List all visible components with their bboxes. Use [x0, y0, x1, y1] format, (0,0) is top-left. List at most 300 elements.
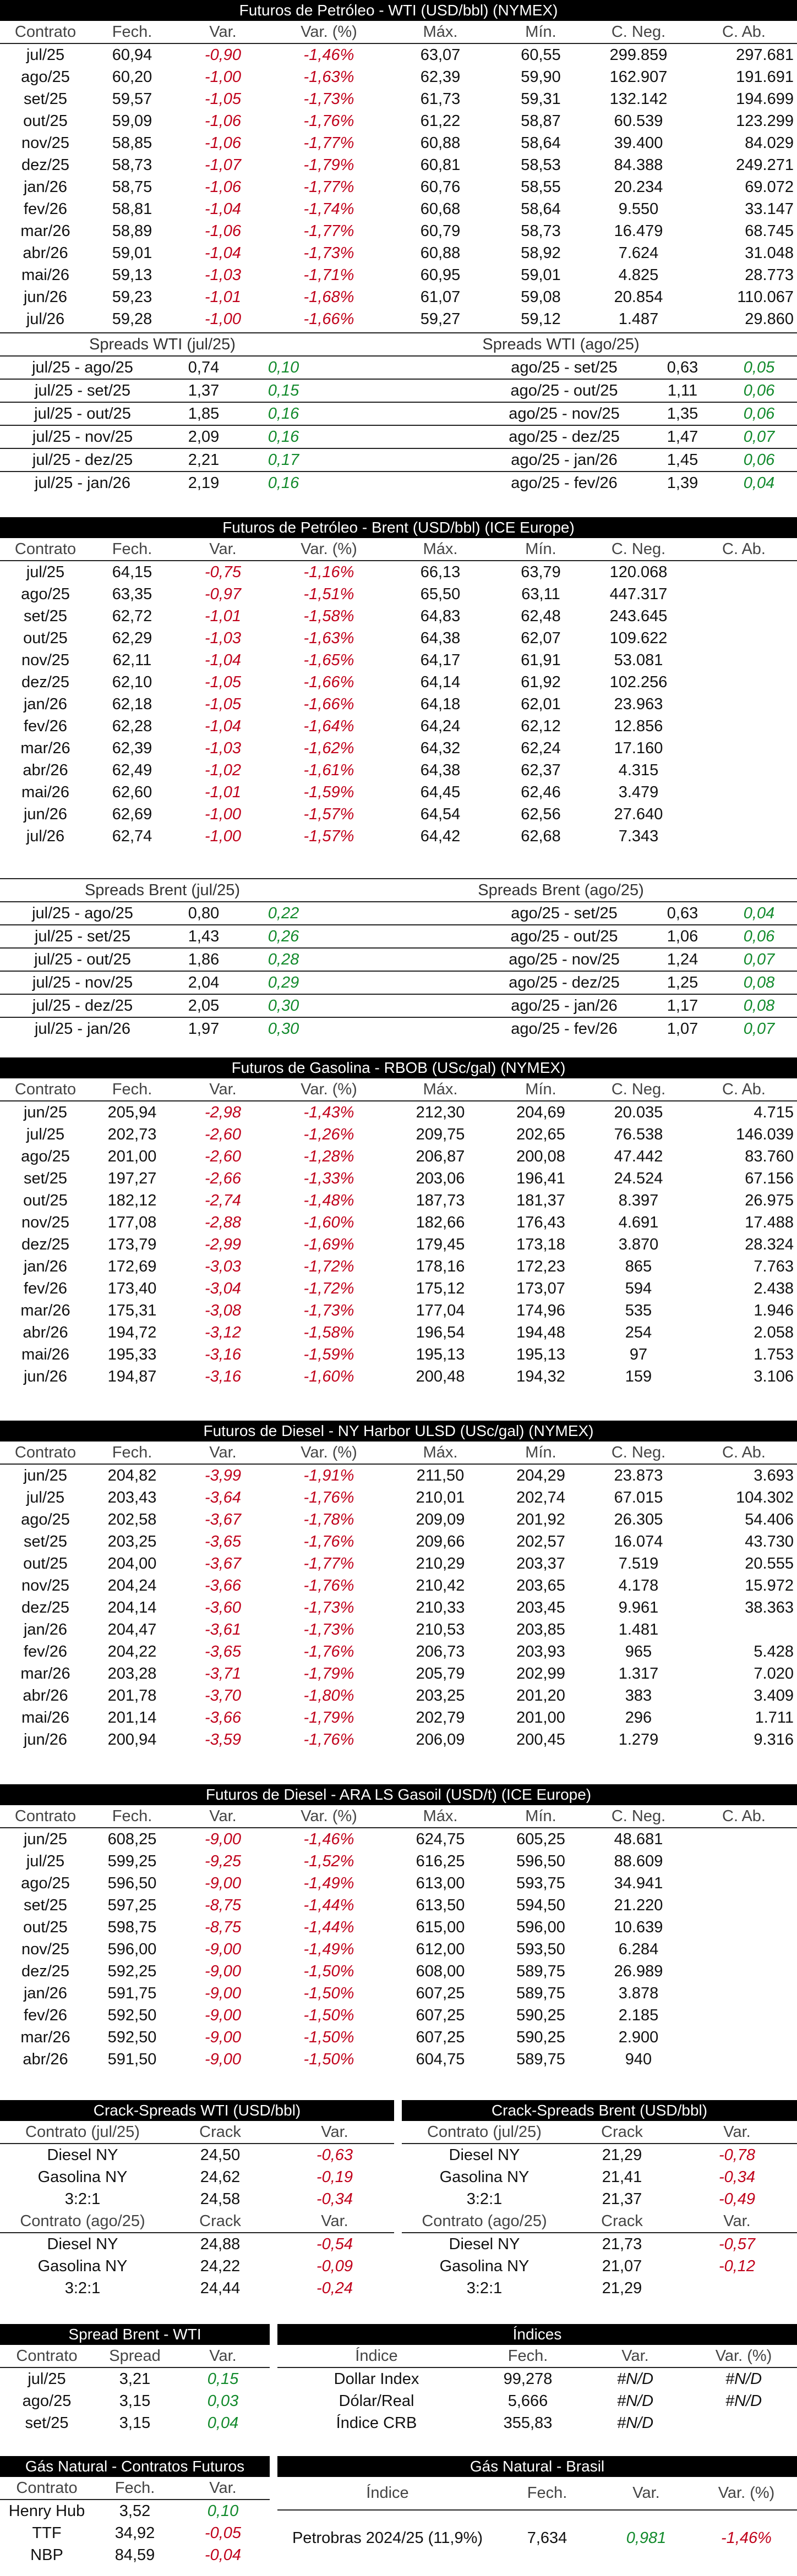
- cell-fech: 598,75: [107, 1918, 157, 1936]
- cell-var: -1,00: [204, 310, 242, 328]
- cell-fech: 175,31: [107, 1301, 157, 1319]
- cell-cab: 3.409: [754, 1686, 794, 1704]
- cell-max: 210,53: [416, 1620, 465, 1638]
- cell-min: 596,00: [516, 1918, 565, 1936]
- crack-value: 21,29: [602, 2146, 642, 2164]
- change: -0,04: [204, 2546, 242, 2564]
- crack-product: Diesel NY: [47, 2235, 118, 2253]
- spread-left-title: Spreads WTI (jul/25): [0, 333, 325, 356]
- cell-cneg: 1.279: [618, 1730, 659, 1749]
- cell-cneg: 132.142: [609, 90, 668, 108]
- cell-varp: -1,57%: [303, 827, 354, 845]
- cell-min: 203,45: [516, 1598, 565, 1616]
- cell-min: 58,92: [521, 244, 561, 262]
- cell-cneg: 3.479: [618, 783, 659, 801]
- spread-bw-title: Spread Brent - WTI: [0, 2324, 270, 2345]
- cell-varp: -1,72%: [303, 1257, 354, 1275]
- cell-min: 61,91: [521, 651, 561, 669]
- table-row: [0, 1212, 797, 1234]
- gas-brasil-row: [277, 2510, 797, 2566]
- cell-min: 590,25: [516, 2006, 565, 2024]
- cell-contrato: mar/26: [20, 2028, 70, 2046]
- column-header-cneg: C. Neg.: [586, 1805, 691, 1828]
- cell-max: 206,09: [416, 1730, 465, 1749]
- cell-contrato: out/25: [23, 112, 68, 130]
- cell-cab: 20.555: [745, 1554, 794, 1572]
- column-header-fech: Fech.: [91, 538, 173, 561]
- cell-cneg: 20.035: [614, 1103, 663, 1121]
- ulsd-section: [0, 1421, 797, 1751]
- crack-head: Crack: [567, 2121, 677, 2144]
- table-row: [0, 1256, 797, 1278]
- cell-min: 203,93: [516, 1642, 565, 1660]
- cell-min: 589,75: [516, 1962, 565, 1980]
- cell-var: -9,00: [204, 2050, 242, 2068]
- cell-cneg: 4.825: [618, 266, 659, 284]
- cell-min: 62,12: [521, 717, 561, 735]
- table-row: [0, 1685, 797, 1707]
- column-header-var: Var.: [580, 2345, 690, 2367]
- cell-cab: [691, 1916, 797, 1938]
- gas-futures-table: [0, 2477, 270, 2566]
- column-header-row: [0, 1805, 797, 1828]
- cell-contrato: dez/25: [21, 1962, 70, 1980]
- price: 84,59: [114, 2546, 155, 2564]
- cell-cab: [691, 1982, 797, 2004]
- cell-cneg: 21.220: [614, 1896, 663, 1914]
- cell-cab: [691, 759, 797, 781]
- spread-change: 0,05: [721, 356, 797, 379]
- cell-max: 608,00: [416, 1962, 465, 1980]
- column-header-var: Var.: [173, 1078, 272, 1101]
- cell-contrato: dez/25: [21, 1598, 70, 1616]
- contract: Petrobras 2024/25 (11,9%): [292, 2529, 483, 2547]
- column-header-row: [0, 1442, 797, 1464]
- spread-change: 0,06: [721, 925, 797, 948]
- gas-brasil-title: Gás Natural - Brasil: [277, 2456, 797, 2477]
- crack-value: 24,50: [200, 2146, 241, 2164]
- cell-min: 194,48: [516, 1323, 565, 1341]
- crack-rows: [0, 2121, 797, 2299]
- price: 34,92: [114, 2524, 155, 2542]
- cell-fech: 592,50: [107, 2028, 157, 2046]
- cell-varp: -1,46%: [303, 1830, 354, 1848]
- spread-value: 0,74: [165, 356, 242, 379]
- cell-varp: -1,79%: [303, 1664, 354, 1682]
- crack-change: [677, 2277, 797, 2299]
- cell-cneg: 447.317: [609, 585, 668, 603]
- brent-rows: [0, 561, 797, 847]
- spacer: [325, 1017, 484, 1040]
- cell-cneg: 299.859: [609, 46, 668, 64]
- column-header-varp: Var. (%): [696, 2477, 797, 2510]
- spread-value: 1,43: [165, 925, 242, 948]
- cell-max: 60,79: [420, 222, 461, 240]
- cell-cab: [691, 2048, 797, 2070]
- spread-pair: ago/25 - dez/25: [484, 971, 644, 994]
- cell-max: 205,79: [416, 1664, 465, 1682]
- column-header-cneg: C. Neg.: [586, 538, 691, 561]
- cell-cneg: 24.524: [614, 1169, 663, 1187]
- spread-change: 0,16: [242, 402, 325, 425]
- cell-cneg: 8.397: [618, 1191, 659, 1209]
- cell-min: 176,43: [516, 1213, 565, 1231]
- table-row: [0, 825, 797, 847]
- cell-var: -3,61: [204, 1620, 242, 1638]
- cell-min: 58,53: [521, 156, 561, 174]
- cell-min: 173,18: [516, 1235, 565, 1253]
- rbob-table: [0, 1078, 797, 1388]
- spread-pair: ago/25 - fev/26: [484, 1017, 644, 1040]
- cell-fech: 201,14: [107, 1708, 157, 1727]
- cell-contrato: out/25: [23, 1191, 68, 1209]
- crack-brent-title: Crack-Spreads Brent (USD/bbl): [402, 2100, 797, 2121]
- gas-brasil-table: [277, 2477, 797, 2566]
- cell-max: 179,45: [416, 1235, 465, 1253]
- cell-var: -9,25: [204, 1852, 242, 1870]
- table-row: [0, 1828, 797, 1850]
- spread-value: 3,15: [119, 2414, 151, 2432]
- cell-contrato: abr/26: [23, 1323, 68, 1341]
- spread-pair: ago/25 - set/25: [484, 356, 644, 379]
- column-header-cab: C. Ab.: [691, 1805, 797, 1828]
- cell-max: 64,38: [420, 761, 461, 779]
- cell-max: 65,50: [420, 585, 461, 603]
- cell-var: -3,65: [204, 1532, 242, 1550]
- spacer: [325, 994, 484, 1017]
- table-row: [0, 2026, 797, 2048]
- cell-cab: [691, 605, 797, 627]
- cell-cab: 2.438: [754, 1279, 794, 1297]
- spacer: [325, 948, 484, 971]
- cell-varp: -1,66%: [303, 673, 354, 691]
- cell-cab: 4.715: [754, 1103, 794, 1121]
- ulsd-table: [0, 1442, 797, 1751]
- cell-cneg: 9.550: [618, 200, 659, 218]
- cell-var: -1,05: [204, 90, 242, 108]
- cell-min: 204,69: [516, 1103, 565, 1121]
- cell-var: -1,03: [204, 266, 242, 284]
- cell-max: 64,45: [420, 783, 461, 801]
- cell-max: 607,25: [416, 2028, 465, 2046]
- cell-fech: 62,29: [112, 629, 152, 647]
- table-row: [0, 1641, 797, 1663]
- crack-product: Gasolina NY: [37, 2168, 128, 2186]
- cell-min: 59,12: [521, 310, 561, 328]
- cell-varp: -1,76%: [303, 1576, 354, 1594]
- table-row: [0, 1982, 797, 2004]
- cell-contrato: set/25: [24, 1169, 67, 1187]
- spread-change: 0,26: [242, 925, 325, 948]
- cell-var: -9,00: [204, 1940, 242, 1958]
- crack-value: 21,73: [602, 2235, 642, 2253]
- contract: NBP: [30, 2546, 63, 2564]
- cell-var: -1,00: [204, 827, 242, 845]
- cell-varp: -1,74%: [303, 200, 354, 218]
- spread-change: 0,15: [207, 2370, 239, 2388]
- spread-pair: jul/25 - jan/26: [0, 472, 165, 494]
- spread-row: [0, 902, 797, 925]
- cell-max: 195,13: [416, 1345, 465, 1363]
- cell-var: -2,74: [204, 1191, 242, 1209]
- cell-max: 64,83: [420, 607, 461, 625]
- table-row: [0, 286, 797, 308]
- index-change-pct: #N/D: [725, 2392, 762, 2410]
- cell-cneg: 10.639: [614, 1918, 663, 1936]
- cell-min: 62,56: [521, 805, 561, 823]
- cell-max: 64,54: [420, 805, 461, 823]
- cell-fech: 177,08: [107, 1213, 157, 1231]
- cell-min: 590,25: [516, 2028, 565, 2046]
- cell-varp: -1,49%: [303, 1940, 354, 1958]
- cell-var: -9,00: [204, 1830, 242, 1848]
- index-change: #N/D: [616, 2392, 654, 2410]
- cell-max: 64,14: [420, 673, 461, 691]
- cell-max: 64,17: [420, 651, 461, 669]
- cell-varp: -1,26%: [303, 1125, 354, 1143]
- cell-max: 64,38: [420, 629, 461, 647]
- spread-change: 0,08: [721, 994, 797, 1017]
- cell-varp: -1,71%: [303, 266, 354, 284]
- cell-fech: 59,09: [112, 112, 152, 130]
- change-pct: -1,46%: [721, 2529, 772, 2547]
- spread-change: 0,16: [242, 472, 325, 494]
- crack-value: 24,22: [200, 2257, 241, 2275]
- spread-pair: ago/25 - set/25: [484, 902, 644, 925]
- cell-var: -1,01: [204, 288, 242, 306]
- cell-cneg: 53.081: [614, 651, 663, 669]
- cell-cneg: 26.305: [614, 1510, 663, 1528]
- table-row: [0, 264, 797, 286]
- gas-futures-header-row: [0, 2477, 270, 2500]
- wti-spreads-table: [0, 332, 797, 494]
- cell-varp: -1,60%: [303, 1213, 354, 1231]
- spread-change: 0,03: [207, 2392, 239, 2410]
- brent-spread-rows: [0, 879, 797, 1040]
- spread-change: 0,06: [721, 448, 797, 472]
- cell-min: 173,07: [516, 1279, 565, 1297]
- spread-change: 0,16: [242, 425, 325, 448]
- table-row: [0, 1531, 797, 1553]
- cell-contrato: jan/26: [23, 695, 67, 713]
- index-value: 5,666: [507, 2392, 548, 2410]
- cell-cab: [691, 825, 797, 847]
- column-header-fech: Fech.: [91, 1442, 173, 1464]
- column-header-contrato: Contrato: [0, 1805, 91, 1828]
- table-row: [0, 1663, 797, 1685]
- cell-varp: -1,33%: [303, 1169, 354, 1187]
- spread-change: 0,15: [242, 379, 325, 402]
- cell-min: 593,50: [516, 1940, 565, 1958]
- cell-varp: -1,62%: [303, 739, 354, 757]
- spread-value: 1,07: [644, 1017, 721, 1040]
- table-row: [0, 1872, 797, 1894]
- cell-max: 182,66: [416, 1213, 465, 1231]
- cell-contrato: out/25: [23, 1918, 68, 1936]
- column-header-var: Var.: [597, 2477, 696, 2510]
- spread-row: [0, 948, 797, 971]
- cell-varp: -1,76%: [303, 1642, 354, 1660]
- cell-contrato: jul/25: [26, 1125, 65, 1143]
- wti-spread-rows: [0, 333, 797, 494]
- crack-change: -0,19: [316, 2168, 353, 2186]
- cell-cneg: 17.160: [614, 739, 663, 757]
- cell-var: -1,05: [204, 673, 242, 691]
- spacer: [394, 2210, 402, 2233]
- cell-fech: 59,23: [112, 288, 152, 306]
- cell-var: -3,08: [204, 1301, 242, 1319]
- spread-change: 0,06: [721, 379, 797, 402]
- cell-fech: 62,49: [112, 761, 152, 779]
- cell-cneg: 7.519: [618, 1554, 659, 1572]
- crack-head: Crack: [165, 2121, 275, 2144]
- cell-cab: [691, 737, 797, 759]
- gas-futures-row: [0, 2500, 270, 2522]
- cell-contrato: fev/26: [24, 2006, 67, 2024]
- spacer: [325, 472, 484, 494]
- column-header-row: [0, 1078, 797, 1101]
- cell-cneg: 23.963: [614, 695, 663, 713]
- cell-max: 616,25: [416, 1852, 465, 1870]
- cell-var: -1,03: [204, 739, 242, 757]
- spread-change: 0,17: [242, 448, 325, 472]
- crack-change: -0,12: [718, 2257, 756, 2275]
- cell-contrato: jul/26: [26, 310, 65, 328]
- cell-max: 177,04: [416, 1301, 465, 1319]
- cell-min: 63,79: [521, 563, 561, 581]
- spread-indices-section: [0, 2324, 797, 2434]
- spread-value: 1,45: [644, 448, 721, 472]
- cell-cab: 84.029: [745, 134, 794, 152]
- cell-fech: 62,39: [112, 739, 152, 757]
- crack-value: 24,58: [200, 2190, 241, 2208]
- cell-contrato: fev/26: [24, 717, 67, 735]
- cell-varp: -1,76%: [303, 1532, 354, 1550]
- cell-min: 59,90: [521, 68, 561, 86]
- cell-var: -9,00: [204, 2006, 242, 2024]
- cell-cneg: 2.185: [618, 2006, 659, 2024]
- spread-pair: jul/25 - dez/25: [0, 448, 165, 472]
- crack-product: Gasolina NY: [439, 2168, 529, 2186]
- column-header-max: Máx.: [385, 1805, 495, 1828]
- spacer: [325, 902, 484, 925]
- table-row: [0, 1190, 797, 1212]
- cell-var: -2,88: [204, 1213, 242, 1231]
- cell-contrato: jul/25: [26, 563, 65, 581]
- crack-change: -0,09: [316, 2257, 353, 2275]
- cell-cab: [691, 803, 797, 825]
- cell-fech: 204,47: [107, 1620, 157, 1638]
- crack-product: Diesel NY: [449, 2235, 520, 2253]
- wti-rows: [0, 43, 797, 330]
- cell-cab: 28.773: [745, 266, 794, 284]
- crack-product: Diesel NY: [449, 2146, 520, 2164]
- cell-var: -3,03: [204, 1257, 242, 1275]
- cell-var: -0,90: [204, 46, 242, 64]
- spread-row: [0, 472, 797, 494]
- crack-product: 3:2:1: [466, 2279, 503, 2297]
- cell-var: -1,00: [204, 68, 242, 86]
- spread-left-title: Spreads Brent (jul/25): [0, 879, 325, 902]
- wti-title: Futuros de Petróleo - WTI (USD/bbl) (NYMEX): [0, 0, 797, 21]
- cell-varp: -1,16%: [303, 563, 354, 581]
- spacer: [394, 2121, 402, 2144]
- table-row: [0, 583, 797, 605]
- gasoil-section: [0, 1784, 797, 2070]
- spread-bw-header-row: [0, 2345, 270, 2367]
- cell-min: 200,08: [516, 1147, 565, 1165]
- spread-pair: jul/25 - nov/25: [0, 425, 165, 448]
- cell-varp: -1,49%: [303, 1874, 354, 1892]
- cell-max: 60,76: [420, 178, 461, 196]
- spread-row: [0, 356, 797, 379]
- cell-fech: 182,12: [107, 1191, 157, 1209]
- cell-cab: [691, 561, 797, 583]
- crack-value: 24,88: [200, 2235, 241, 2253]
- cell-min: 596,50: [516, 1852, 565, 1870]
- cell-cab: 3.693: [754, 1466, 794, 1484]
- cell-min: 204,29: [516, 1466, 565, 1484]
- rbob-rows: [0, 1101, 797, 1388]
- indices-table: [277, 2345, 797, 2434]
- cell-cab: 2.058: [754, 1323, 794, 1341]
- cell-min: 202,57: [516, 1532, 565, 1550]
- cell-var: -1,01: [204, 607, 242, 625]
- cell-fech: 59,13: [112, 266, 152, 284]
- spread-value: 1,97: [165, 1017, 242, 1040]
- column-header-contrato: Contrato: [0, 538, 91, 561]
- cell-varp: -1,44%: [303, 1896, 354, 1914]
- column-header-varp: Var. (%): [272, 1805, 385, 1828]
- column-header-contrato: Contrato: [0, 2345, 94, 2367]
- index-name: Dollar Index: [334, 2370, 419, 2388]
- spread-header-row: [0, 879, 797, 902]
- cell-varp: -1,77%: [303, 222, 354, 240]
- spread-row: [0, 994, 797, 1017]
- cell-cab: 1.753: [754, 1345, 794, 1363]
- cell-max: 203,25: [416, 1686, 465, 1704]
- cell-max: 210,01: [416, 1488, 465, 1506]
- spread-pair: ago/25 - dez/25: [484, 425, 644, 448]
- rbob-title: Futuros de Gasolina - RBOB (USc/gal) (NYMEX): [0, 1057, 797, 1078]
- column-header-contrato: Contrato: [0, 1442, 91, 1464]
- cell-max: 61,22: [420, 112, 461, 130]
- spread-change: 0,30: [242, 1017, 325, 1040]
- spread-bw-row: [0, 2412, 270, 2434]
- cell-cab: 28.324: [745, 1235, 794, 1253]
- column-header-varp: Var. (%): [272, 538, 385, 561]
- cell-varp: -1,72%: [303, 1279, 354, 1297]
- table-row: [0, 1960, 797, 1982]
- cell-fech: 62,28: [112, 717, 152, 735]
- cell-fech: 58,89: [112, 222, 152, 240]
- spacer: [394, 2144, 402, 2166]
- table-row: [0, 1278, 797, 1300]
- cell-contrato: dez/25: [21, 1235, 70, 1253]
- spread-change: 0,28: [242, 948, 325, 971]
- cell-var: -3,67: [204, 1510, 242, 1528]
- cell-var: -9,00: [204, 1962, 242, 1980]
- cell-max: 60,88: [420, 134, 461, 152]
- cell-fech: 596,50: [107, 1874, 157, 1892]
- cell-contrato: jul/25: [26, 1488, 65, 1506]
- column-header-varp: Var. (%): [272, 1442, 385, 1464]
- spread-bw-table: [0, 2345, 270, 2434]
- cell-contrato: dez/25: [21, 156, 70, 174]
- cell-cneg: 26.989: [614, 1962, 663, 1980]
- table-row: [0, 1300, 797, 1322]
- cell-max: 62,39: [420, 68, 461, 86]
